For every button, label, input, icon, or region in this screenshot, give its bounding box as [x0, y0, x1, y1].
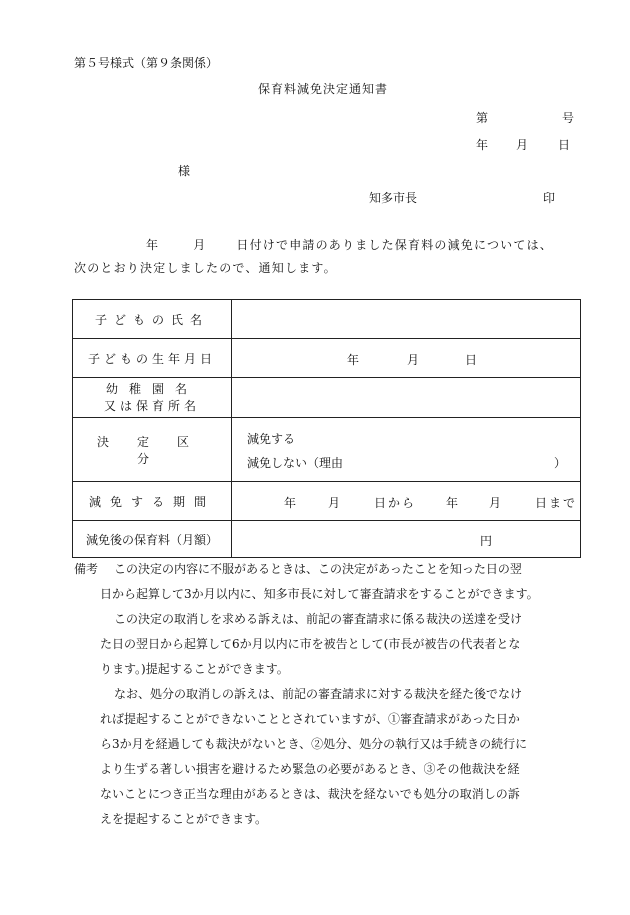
- remarks-line: えを提起することができます。: [100, 812, 268, 826]
- date-month: 月: [516, 138, 529, 152]
- decision-table: [72, 299, 581, 558]
- period-to-year: 年: [446, 496, 459, 510]
- fee-after-reduction-label: 減免後の保育料（月額）: [73, 521, 232, 558]
- birth-month: 月: [407, 353, 420, 367]
- remarks-line: 日から起算して3か月以内に、知多市長に対して審査請求をすることができます。: [100, 587, 539, 601]
- remarks-line: 備考 この決定の内容に不服があるときは、この決定があったことを知った日の翌: [74, 557, 594, 582]
- intro-year: 年: [146, 238, 160, 252]
- facility-label-line1: 幼稚園名: [105, 381, 198, 396]
- addressee-suffix: 様: [178, 164, 191, 178]
- intro-text-1: 日付けで申請のありました保育料の減免については、: [236, 238, 553, 252]
- child-name-label: 子どもの氏名: [73, 300, 232, 339]
- child-birthdate-value: [232, 339, 581, 378]
- intro-line-2: 次のとおり決定しましたので、通知します。: [74, 261, 337, 275]
- decision-type-value: [232, 418, 581, 482]
- decision-type-label: 決定区分: [73, 418, 232, 482]
- date-year: 年: [476, 138, 489, 152]
- table-row: [73, 378, 581, 418]
- facility-name-value: [232, 378, 581, 418]
- intro-month: 月: [193, 238, 207, 252]
- form-id: 第５号様式（第９条関係）: [74, 56, 219, 70]
- fee-unit: 円: [480, 534, 493, 548]
- remarks-section: [74, 557, 594, 832]
- fee-after-reduction-value: [232, 521, 581, 558]
- period-from-year: 年: [284, 496, 297, 510]
- table-row: [73, 300, 581, 339]
- birth-year: 年: [347, 353, 360, 367]
- period-to-day: 日まで: [535, 496, 578, 510]
- date-day: 日: [558, 138, 571, 152]
- option-reduce: 減免する: [247, 432, 296, 446]
- issuer: 知多市長: [369, 191, 418, 205]
- remarks-line: ら3か月を経過しても裁決がないとき、②処分、処分の執行又は手続きの続行に: [100, 737, 528, 751]
- remarks-line: この決定の取消しを求める訴えは、前記の審査請求に係る裁決の送達を受け: [114, 612, 523, 626]
- reduction-period-value: [232, 482, 581, 521]
- remarks-label: 備考: [74, 562, 99, 576]
- option-not-reduce-close: ）: [554, 456, 567, 470]
- reduction-period-label: 減免する期間: [73, 482, 232, 521]
- option-not-reduce: 減免しない（理由: [247, 456, 344, 470]
- child-name-value: [232, 300, 581, 339]
- remarks-line: ります。)提起することができます。: [100, 662, 289, 676]
- remarks-line: れば提起することができないこととされていますが、①審査請求があった日か: [100, 712, 520, 726]
- facility-name-label: [73, 378, 232, 418]
- seal-mark: 印: [543, 191, 556, 205]
- birth-day: 日: [465, 353, 478, 367]
- facility-label-line2: 又は保育所名: [103, 398, 200, 413]
- remarks-line: より生ずる著しい損害を避けるため緊急の必要があるとき、③その他裁決を経: [100, 762, 520, 776]
- period-to-month: 月: [489, 496, 502, 510]
- number-suffix: 号: [562, 111, 575, 125]
- remarks-line: た日の翌日から起算して6か月以内に市を被告として(市長が被告の代表者とな: [100, 637, 521, 651]
- number-prefix: 第: [476, 111, 489, 125]
- remarks-line: ないことにつき正当な理由があるときは、裁決を経ないでも処分の取消しの訴: [100, 787, 520, 801]
- period-from-month: 月: [328, 496, 341, 510]
- table-row: [73, 418, 581, 482]
- table-row: [73, 482, 581, 521]
- document-title: 保育料減免決定通知書: [258, 82, 389, 96]
- table-row: [73, 521, 581, 558]
- period-from-day: 日から: [374, 496, 417, 510]
- remarks-line: なお、処分の取消しの訴えは、前記の審査請求に対する裁決を経た後でなけ: [114, 687, 523, 701]
- table-row: [73, 339, 581, 378]
- child-birthdate-label: 子どもの生年月日: [73, 339, 232, 378]
- intro-line-1: [146, 236, 553, 253]
